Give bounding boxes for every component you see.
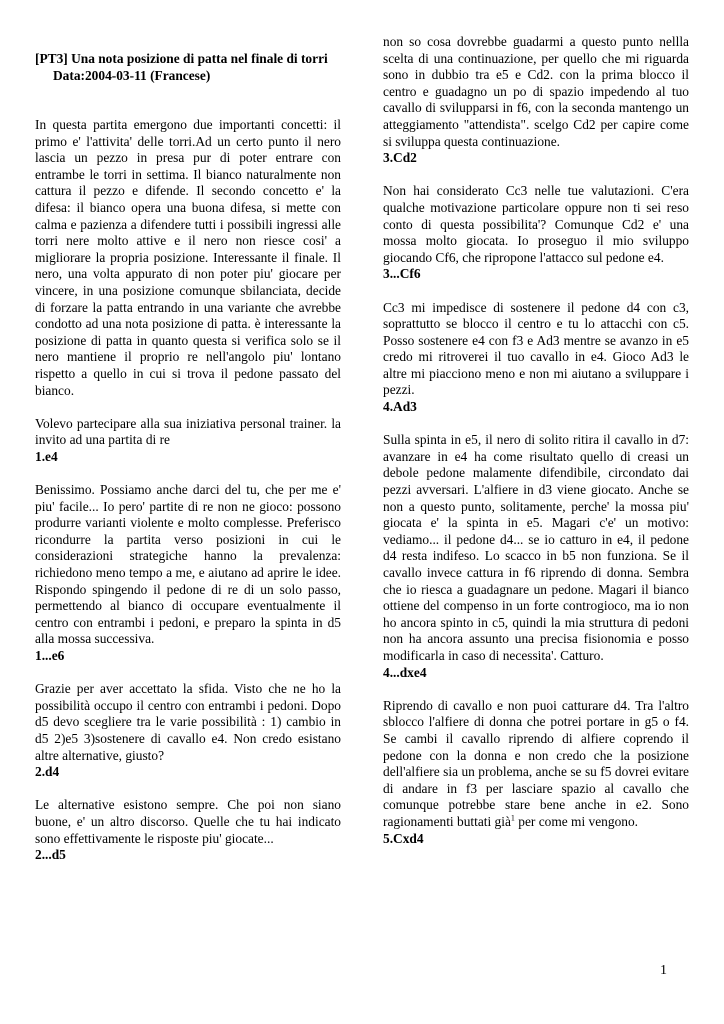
page-title bbox=[35, 50, 341, 84]
move-notation: 2.d4 bbox=[35, 764, 60, 780]
left-column bbox=[35, 34, 341, 864]
move-notation: 3...Cf6 bbox=[383, 266, 421, 282]
move-notation: 3.Cd2 bbox=[383, 150, 417, 166]
title-date: Data:2004-03-11 (Francese) bbox=[53, 68, 211, 83]
move-notation: 1.e4 bbox=[35, 448, 58, 464]
move-notation: 5.Cxd4 bbox=[383, 830, 424, 846]
paragraph: Le alternative esistono sempre. Che poi non siano buone, e' un altro discorso. Quelle che tu hai indicato sono effettivamente le risposte piu' giocate... bbox=[35, 797, 341, 846]
paragraph: Benissimo. Possiamo anche darci del tu, che per me e' piu' facile... Io pero' partite di re non ne gioco: possono produrre varianti violente e molto complesse. Preferisco ricondurre la partita verso posizioni in cui le considerazioni strategiche hanno la prevalenza: richiedono meno tempo a me, e aiutano ad aprire le idee. Rispondo spingendo il pedone di re di un solo passo, permettendo al bianco di occupare eventualmente il centro con entrambi i pedoni, e preparo la spinta in d5 alla mossa successiva. bbox=[35, 482, 341, 647]
right-column bbox=[383, 34, 689, 847]
footnote-ref[interactable]: 1 bbox=[510, 813, 515, 823]
intro-paragraph: In questa partita emergono due importanti concetti: il primo e' l'attivita' delle torri.Ad un certo punto il nero lascia un pezzo in presa pur di poter entrare con entrambe le torri in settima. Il bianco naturalmente non cattura il pezzo e difende. Il secondo concetto e' la difesa: il bianco opera una buona difesa, si mette con calma e pazienza a difendere tutti i possibili ingressi alle torri nere molto attive e il nero non riesce cosi' a migliorare la propria posizione. Interessante il finale. Il nero, una volta appurato di non poter piu' giocare per vincere, in una posizione comunque sbilanciata, decide di forzare la patta entrando in una variante che avrebbe condotto ad una nota posizione di patta. è interessante la posizione di patta in quanto questa si verifica solo se il nero mantiene il proprio re nell'angolo piu' lontano rispetto a quello in cui si trova il pedone passato del bianco. bbox=[35, 117, 341, 398]
paragraph: non so cosa dovrebbe guadarmi a questo punto nellla scelta di una continuazione, per quello che mi riguarda sono in dubbio tra e5 e Cd2. con la prima blocco il centro e guadagno un po di spazio impedendo al tuo cavallo di svilupparsi in f6, con la seconda mantengo un atteggiamento "attendista". scelgo Cd2 per capire come si sviluppa questa continuazione. bbox=[383, 34, 689, 149]
paragraph: Grazie per aver accettato la sfida. Visto che ne ho la possibilità occupo il centro con entrambi i pedoni. Dopo d5 devo scegliere tra le varie possibilità : 1) cambio in d5 2)e5 3)sostenere di cavallo e4. Non credo esistano altre alternative, giusto? bbox=[35, 681, 341, 763]
title-main: [PT3] Una nota posizione di patta nel finale di torri bbox=[35, 51, 328, 66]
paragraph: Volevo partecipare alla sua iniziativa personal trainer. la invito ad una partita di re bbox=[35, 415, 341, 448]
paragraph: Sulla spinta in e5, il nero di solito ritira il cavallo in d7: avanzare in e4 ha come risultato quello di creasi un debole pedone malamente difendibile, circondato dai pezzi avversari. L'alfiere in d3 viene giocato. Anche se non a questo punto, solitamente, perche' la mossa piu' giocata e' la spinta in e5. Magari c'e' un motivo: vediamo... il pedone d4... se io catturo in e4, il pedone d4 resta indifeso. Lo scacco in b5 non funziona. Se il cavallo invece cattura in f6 riprendo di donna. Sembra che io riesca a guadagnare un pedone. Magari il bianco ottiene del compenso in un forte controgioco, ma io non ho ancora spinto in c5, quindi la mia struttura di pedoni non ha ancora assunto una precisa fisionomia e posso modificarla in caso di necessita'. Catturo. bbox=[383, 432, 689, 663]
paragraph: Non hai considerato Cc3 nelle tue valutazioni. C'era qualche motivazione particolare oppure non ti sei reso conto di questa possibilita'? Comunque Cd2 e' una mossa molto giocata. Io proseguo il mio sviluppo giocando Cf6, che ripropone l'attacco sul pedone e4. bbox=[383, 183, 689, 265]
paragraph-text: per come mi vengono. bbox=[514, 813, 639, 829]
move-notation: 4.Ad3 bbox=[383, 399, 417, 415]
paragraph bbox=[383, 698, 689, 831]
paragraph: Cc3 mi impedisce di sostenere il pedone d4 con c3, soprattutto se blocco il centro e tu lo attacchi con c5. Posso sostenere e4 con f3 e Ad3 mentre se avanzo in e5 credo mi ritroverei il tuo cavallo in e4. Gioco Ad3 le altre mi piacciono meno e non mi aiutano a sviluppare i pezzi. bbox=[383, 299, 689, 398]
move-notation: 4...dxe4 bbox=[383, 664, 427, 680]
move-notation: 2...d5 bbox=[35, 847, 66, 863]
page-number: 1 bbox=[660, 963, 667, 978]
move-notation: 1...e6 bbox=[35, 648, 65, 663]
paragraph-text: Riprendo di cavallo e non puoi catturare d4. Tra l'altro sblocco l'alfiere di donna che potrei portare in g5 o f4. Se cambi il cavallo riprendo di alfiere coprendo il pedone con la donna e non credo che la posizione dell'alfiere sia un problema, anche se su f5 dovrei evitare di andare in f3 per lasciare spazio al cavallo che comunque potrebbe stare bene anche in e2. Sono ragionamenti buttati già bbox=[383, 697, 689, 829]
